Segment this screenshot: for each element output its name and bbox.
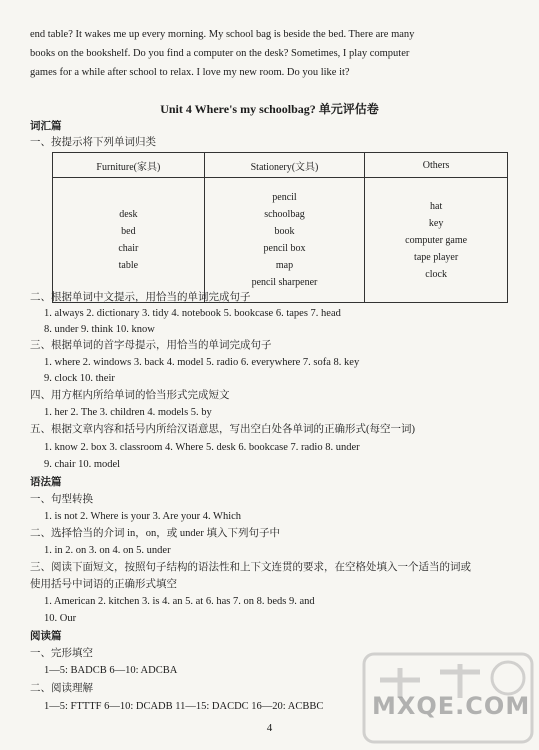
unit-title: Unit 4 Where's my schoolbag? 单元评估卷 [160,102,379,116]
r1-answers: 1—5: BADCB 6—10: ADCBA [44,665,178,676]
q5-answers: 1. know 2. box 3. classroom 4. Where 5. desk 6. bookcase 7. radio 8. under [44,442,360,453]
g3-heading: 三、阅读下面短文，按照句子结构的语法性和上下文连贯的要求，在空格处填入一个适当的词或 [30,562,471,573]
g3-heading-cont: 使用括号中词语的正确形式填空 [30,579,177,590]
g1-answers: 1. is not 2. Where is your 3. Are your 4. Which [44,511,242,522]
stationery-word: map [275,260,294,271]
watermark-text: MXQE.COM [372,692,531,720]
page-number: 4 [266,722,273,734]
furniture-word: chair [118,243,139,254]
intro-line-1: end table? It wakes me up every morning. My school bag is beside the bed. There are many [30,29,415,40]
r2-heading: 二、阅读理解 [30,683,93,694]
intro-line-2: books on the bookshelf. Do you find a computer on the desk? Sometimes, I play computer [30,48,410,59]
g3-answers-cont: 10. Our [44,613,77,624]
stationery-word: pencil sharpener [251,277,318,288]
intro-line-3: games for a while after school to relax. I love my new room. Do you like it? [30,67,350,78]
q5-answers-cont: 9. chair 10. model [44,459,121,470]
furniture-word: table [118,260,139,271]
furniture-cell [53,178,205,303]
q4-answers: 1. her 2. The 3. children 4. models 5. by [44,407,212,418]
q1-heading: 一、按提示将下列单词归类 [30,137,156,148]
word-classification-table [52,152,508,303]
q2-heading: 二、根据单词中文提示，用恰当的单词完成句子 [30,292,251,303]
r1-heading: 一、完形填空 [30,648,93,659]
furniture-header: Furniture(家具) [53,153,205,178]
q2-answers-cont: 8. under 9. think 10. know [44,324,155,335]
g2-heading: 二、选择恰当的介词 in，on，或 under 填入下列句子中 [30,528,280,539]
stationery-word: book [274,226,295,237]
furniture-word: bed [121,226,136,237]
q3-heading: 三、根据单词的首字母提示，用恰当的单词完成句子 [30,340,272,351]
g3-answers: 1. American 2. kitchen 3. is 4. an 5. at 6. has 7. on 8. beds 9. and [44,596,315,607]
stationery-header: Stationery(文具) [204,153,365,178]
q3-answers: 1. where 2. windows 3. back 4. model 5. radio 6. everywhere 7. sofa 8. key [44,357,360,368]
stationery-word: pencil box [263,243,306,254]
g1-heading: 一、句型转换 [30,494,93,505]
q3-answers-cont: 9. clock 10. their [44,373,115,384]
others-header: Others [365,153,508,178]
others-word: hat [430,200,443,212]
others-word: clock [425,268,447,280]
q5-heading: 五、根据文章内容和括号内所给汉语意思，写出空白处各单词的正确形式(每空一词) [30,424,415,435]
g2-answers: 1. in 2. on 3. on 4. on 5. under [44,545,171,556]
others-word: tape player [414,251,459,263]
vocab-section-heading: 词汇篇 [30,121,62,132]
others-cell [365,178,508,303]
stationery-word: pencil [272,192,297,203]
furniture-word: desk [119,209,138,220]
r2-answers: 1—5: FTTTF 6—10: DCADB 11—15: DACDC 16—20: ACBBC [44,701,324,712]
q4-heading: 四、用方框内所给单词的恰当形式完成短文 [30,390,230,401]
stationery-cell [204,178,365,303]
stationery-word: schoolbag [264,209,305,220]
others-word: computer game [405,234,468,246]
q2-answers: 1. always 2. dictionary 3. tidy 4. notebook 5. bookcase 6. tapes 7. head [44,308,341,319]
grammar-section-heading: 语法篇 [30,477,62,488]
reading-section-heading: 阅读篇 [30,631,62,642]
others-word: key [428,217,444,229]
